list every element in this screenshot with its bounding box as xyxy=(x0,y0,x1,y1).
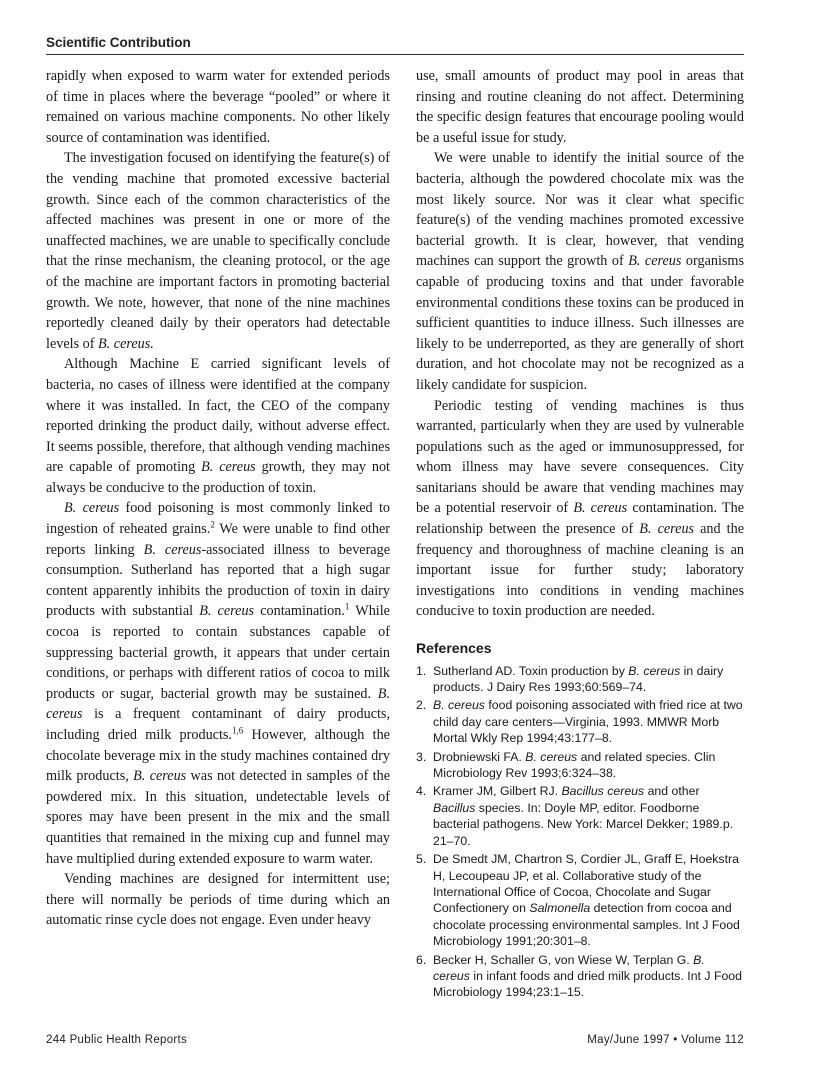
citation-superscript: 2 xyxy=(210,519,215,530)
reference-item: 2. B. cereus food poisoning associated with fried rice at two child day care centers—Virginia, 1993. MMWR Morb Mortal Wkly Rep 1994;43:177–8. xyxy=(416,698,743,746)
reference-item: 4. Kramer JM, Gilbert RJ. Bacillus cereus and other Bacillus species. In: Doyle MP, editor. Foodborne bacterial pathogens. New York: Marcel Dekker; 1989.p. 21–70. xyxy=(416,784,734,848)
paragraph: We were unable to identify the initial source of the bacteria, although the powdered chocolate mix was the most likely source. Nor was it clear what specific feature(s) of the vending machines promoted excessive bacterial growth. It is clear, however, that vending machines can support the growth of B. cereus organisms capable of producing toxins and that under favorable environmental conditions these toxins can be produced in sufficient quantities to induce illness. Such illnesses are likely to be underreported, as they are generally of short duration, and hot chocolate may not be recognized as a likely candidate for suspicion. xyxy=(416,150,744,393)
references-heading: References xyxy=(416,640,492,657)
reference-item: 3. Drobniewski FA. B. cereus and related species. Clin Microbiology Rev 1993;6:324–38. xyxy=(416,749,716,781)
footer-issue-info: May/June 1997 • Volume 112 xyxy=(587,1034,744,1046)
paragraph: Vending machines are designed for intermittent use; there will normally be periods of time during which an automatic rinse cycle does not engage. Even under heavy xyxy=(46,871,390,929)
reference-item: 5. De Smedt JM, Chartron S, Cordier JL, Graff E, Hoekstra H, Lecoupeau JP, et al. Collaborative study of the International Office of Cocoa, Chocolate and Sugar Confectionery on Salmonella detection from cocoa and chocolate processing environmental samples. Int J Food Microbiology 1991;20:301–8. xyxy=(416,852,740,949)
page-header xyxy=(46,34,746,52)
paragraph: rapidly when exposed to warm water for extended periods of time in places where the beverage “pooled” or where it remained on various machine components. No other likely source of contamination was identified. xyxy=(46,68,390,146)
left-column xyxy=(46,66,390,931)
footer-page-info: 244 Public Health Reports xyxy=(46,1034,188,1046)
paragraph: use, small amounts of product may pool in areas that rinsing and routine cleaning do not affect. Determining the specific design features that encourage pooling would be a useful issue for study. xyxy=(416,68,744,146)
right-column xyxy=(416,66,744,1003)
paragraph: Periodic testing of vending machines is thus warranted, particularly when they are used by vulnerable populations such as the aged or immunosuppressed, for whom illness may have severe consequences. City sanitarians should be aware that vending machines may be a potential reservoir of B. cereus contamination. The relationship between the presence of B. cereus and the frequency and thoroughness of machine cleaning is an important issue for further study; laboratory investigations into conditions in vending machines conducive to toxin production are needed. xyxy=(416,397,745,620)
paragraph: Although Machine E carried significant levels of bacteria, no cases of illness were identified at the company where it was installed. In fact, the CEO of the company reported drinking the product daily, without adverse effect. It seems possible, therefore, that although vending machines are capable of promoting B. cereus growth, they may not always be conducive to the production of toxin. xyxy=(46,356,390,496)
header-rule xyxy=(46,54,744,55)
section-title: Scientific Contribution xyxy=(46,35,191,50)
reference-item: 1. Sutherland AD. Toxin production by B. cereus in dairy products. J Dairy Res 1993;60:569–74. xyxy=(416,663,724,695)
reference-item: 6. Becker H, Schaller G, von Wiese W, Terplan G. B. cereus in infant foods and dried milk products. Int J Food Microbiology 1994;23:1–15. xyxy=(416,952,742,1000)
references-list xyxy=(416,663,744,1001)
citation-superscript: 1,6 xyxy=(231,725,244,736)
paragraph: B. cereus food poisoning is most commonly linked to ingestion of reheated grains.$^2$ We were unable to find other reports linking B. cereus-associated illness to beverage consumption. Sutherland has reported that a high sugar content apparently inhibits the production of toxin in dairy products with substantial B. cereus contamination.$^1$ While cocoa is reported to contain substances capable of suppressing bacterial growth, it appears that under certain conditions, or perhaps with different ratios of cocoa to milk products or sugar, bacterial growth may be sustained. B. cereus is a frequent contaminant of dairy products, including dried milk products.$^{1,6}$ However, although the chocolate beverage mix in the study machines contained dry milk products, B. cereus was not detected in samples of the powdered mix. In this situation, undetectable levels of spores may have been present in the mix and the small quantities that remained in the mixing cup and funnel may have multiplied during extended exposure to warm water. xyxy=(46,500,390,867)
paragraph: The investigation focused on identifying the feature(s) of the vending machine that promoted excessive bacterial growth. Since each of the common characteristics of the affected machines was present in one or more of the unaffected machines, we are unable to specifically conclude that the rinse mechanism, the cleaning protocol, or the age of the machine are important factors in promoting bacterial growth. We note, however, that none of the nine machines reportedly cleaned daily by their operators had detectable levels of B. cereus. xyxy=(46,150,390,352)
citation-superscript: 1 xyxy=(344,601,350,612)
